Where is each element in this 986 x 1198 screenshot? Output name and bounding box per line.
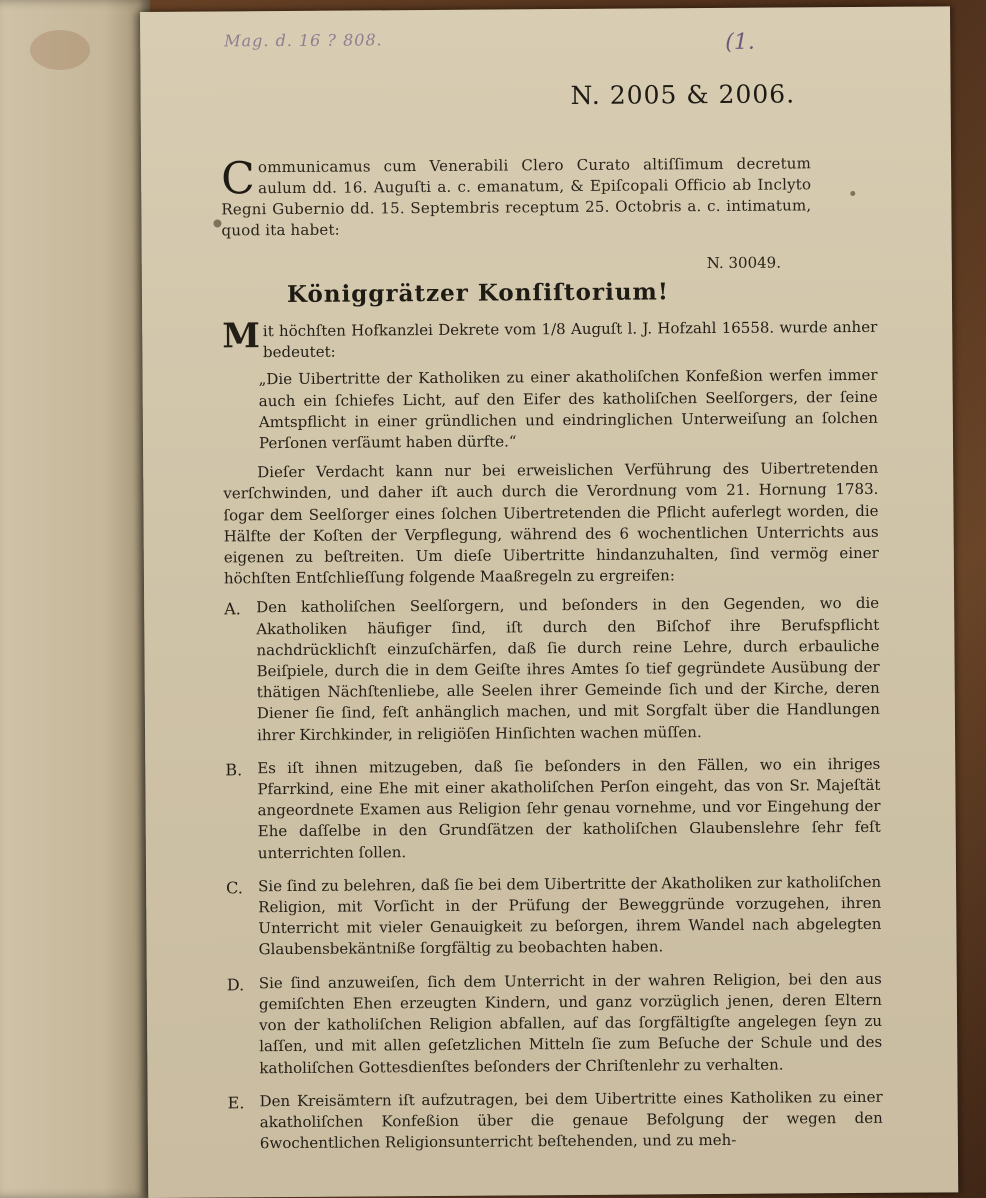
item-letter: C. [226, 878, 243, 898]
document-page [140, 6, 958, 1198]
left-book-page [0, 0, 150, 1198]
intro-drop-cap: M [222, 316, 261, 357]
item-text: Sie ſind anzuweiſen, ſich dem Unterricht in der wahren Religion, bei den aus gemiſchten Ehen erzeugten Kindern, und ganz vorzüglich jenen, deren Eltern von der katholiſchen Religion abfallen, auf das ſorgfältigſte angelegen ſeyn zu laſſen, und mit allen geſetzlichen Mitteln ſie zum Beſuche der Schule und des katholiſchen Gottesdienſtes beſonders der Chriſtenlehr zu verhalten. [258, 969, 883, 1077]
body-paragraph: Dieſer Verdacht kann nur bei erweislichen Verführung des Uibertretenden verſchwinden, und daher iſt auch durch die Verordnung vom 21. Hornung 1783. ſogar dem Seelſorger eines ſolchen Uibertretenden die Pflicht auferlegt worden, die Hälfte der Koſten der Verpflegung, während des 6 wochentlichen Unterrichts aus eigenen zu beſtreiten. Um dieſe Uibertritte hindanzuhalten, ſind vermög einer höchſten Entſchlieſſung folgende Maaßregeln zu ergreifen: [223, 459, 879, 588]
page-title: Königgrätzer Konſiſtorium! [286, 278, 670, 308]
item-text: Es iſt ihnen mitzugeben, daß ſie beſonders in den Fällen, wo ein ihriges Pfarrkind, eine Ehe mit einer akatholiſchen Perſon eingeht, das von Sr. Majeſtät angeordnete Examen aus Religion ſehr genau vornehme, und vor Eingehung der Ehe daſſelbe in den Grundſätzen der katholiſchen Glaubenslehre ſehr feſt unterrichten ſollen. [257, 754, 881, 862]
list-item [227, 969, 883, 1080]
reference-number: N. 30049. [706, 253, 782, 273]
item-text: Den Kreisämtern iſt aufzutragen, bei dem Uibertritte eines Katholiken zu einer akatholiſchen Konfeßion über die genaue Befolgung der wegen den 6wochentlichen Religionsunterricht beſtehenden, und zu meh- [259, 1087, 883, 1153]
handwritten-note: Mag. d. 16 ? 808. [224, 30, 383, 51]
latin-text: ommunicamus cum Venerabili Clero Curato altiſſimum decretum aulum dd. 16. Auguſti a. c. emanatum, & Epiſcopali Officio ab Inclyto Regni Gubernio dd. 15. Septembris receptum 25. Octobris a. c. intimatum, quod ita habet: [221, 154, 812, 240]
intro-paragraph [222, 317, 877, 364]
document-number: N. 2005 & 2006. [570, 79, 796, 110]
folio-mark: (1. [725, 29, 755, 55]
item-text: Sie ſind zu belehren, daß ſie bei dem Uibertritte der Akatholiken zur katholiſchen Religion, mit Vorſicht in der Prüfung der Beweggründe vorzugehen, ihren Unterricht mit vieler Genauigkeit zu beſorgen, ihrem Wandel nach abgelegten Glaubensbekäntniße ſorgfältig zu beobachten haben. [258, 872, 882, 959]
quoted-decree: „Die Uibertritte der Katholiken zu einer akatholiſchen Konfeßion werfen immer auch ein ſchiefes Licht, auf den Eifer des katholiſchen Seelſorgers, der ſeine Amtspflicht in einer gründlichen und eindringlichen Unterweiſung an ſolchen Perſonen verſäumt haben dürfte.“ [258, 366, 878, 453]
item-letter: B. [225, 760, 243, 780]
item-text: Den katholiſchen Seelſorgern, und beſonders in den Gegenden, wo die Akatholiken häufiger ſind, iſt durch den Biſchof ihre Berufspflicht nachdrücklichſt einzuſchärfen, daß ſie durch reine Lehre, durch erbauliche Beiſpiele, durch die in dem Geiſte ihres Amtes ſo tief gegründete Ausübung der thätigen Nächſtenliebe, alle Seelen ihrer Gemeinde ſich und der Kirche, deren Diener ſie ſind, feſt anhänglich machen, und mit Sorgfalt über die Handlungen ihrer Kirchkinder, in religiöſen Hinſichten wachen müſſen. [256, 594, 880, 744]
list-item [228, 1087, 883, 1155]
ink-spot [213, 219, 221, 227]
list-item [224, 593, 880, 746]
item-letter: D. [226, 974, 245, 995]
list-item [226, 872, 882, 961]
list-item [225, 754, 881, 865]
item-letter: E. [227, 1093, 245, 1113]
ink-spot [850, 191, 855, 196]
document-body [222, 317, 883, 1167]
latin-drop-cap: C [220, 153, 256, 205]
item-letter: A. [224, 599, 241, 619]
latin-preamble [221, 153, 812, 241]
intro-text: it höchſten Hofkanzlei Dekrete vom 1/8 Auguſt l. J. Hofzahl 16558. wurde anher bedeutet: [262, 317, 878, 362]
paper-stain [30, 30, 90, 70]
